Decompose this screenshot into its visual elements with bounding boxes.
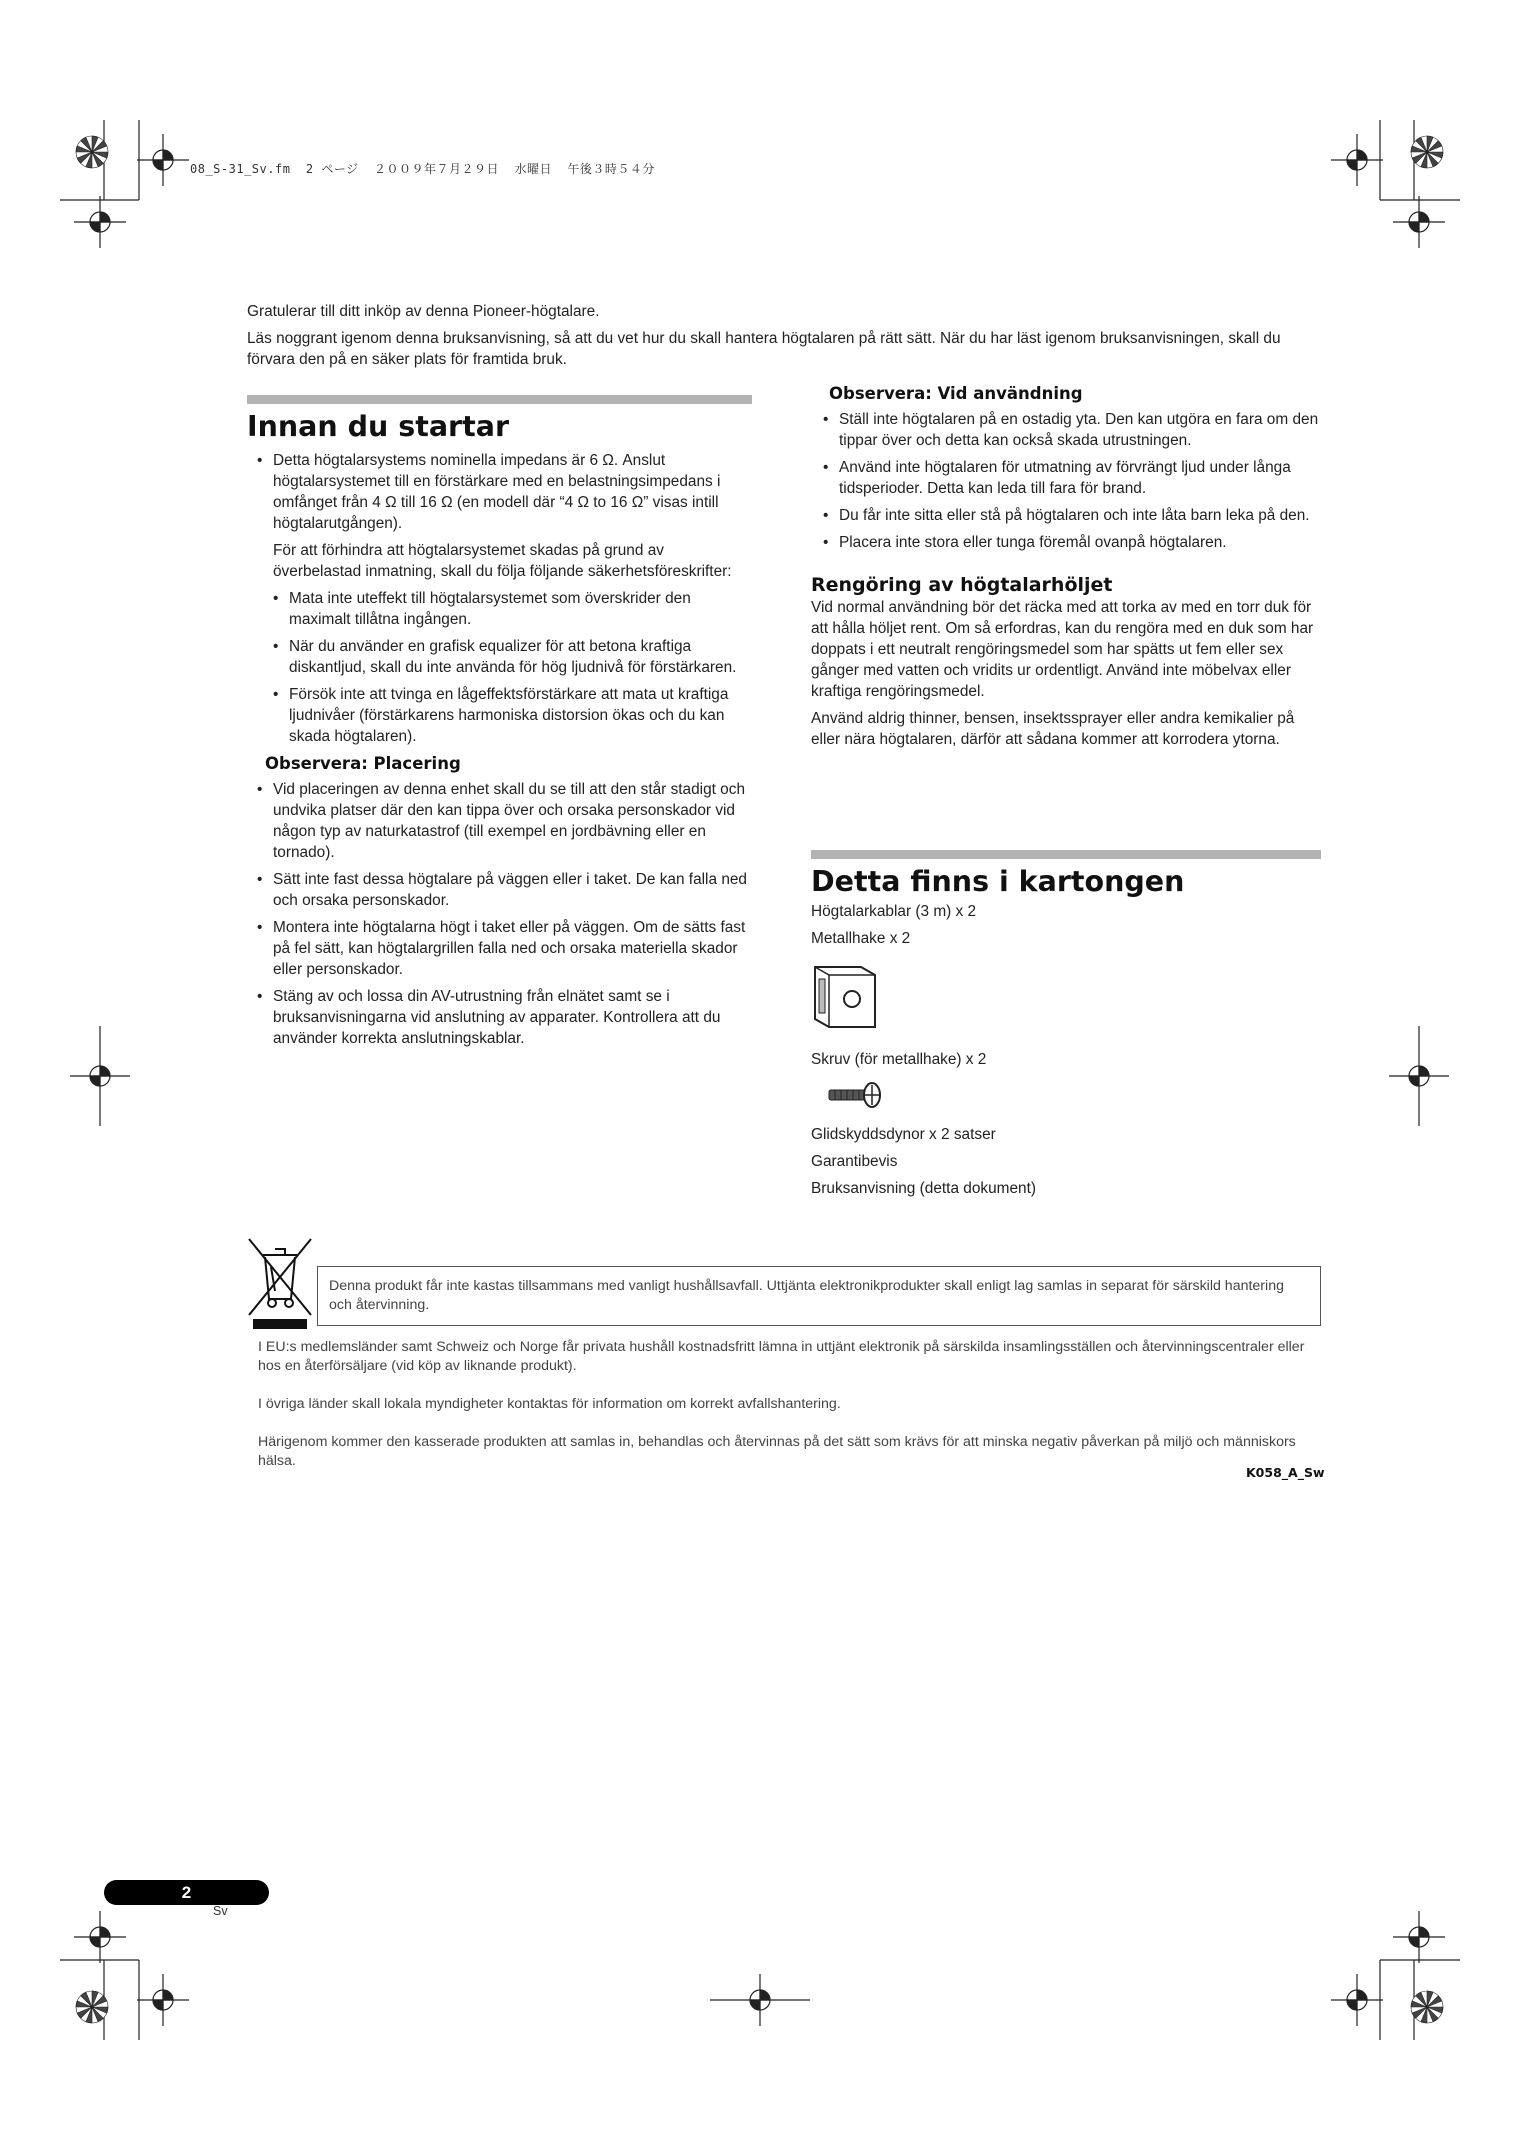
intro-instructions: Läs noggrant igenom denna bruksanvisning, så att du vet hur du skall hantera högtalaren på rätt sätt. När du har läst igenom bruksanvisningen, skall du förvara den på en säker plats för framtida bruk. — [247, 330, 1281, 368]
list-item: • Ställ inte högtalaren på en ostadig yta. Den kan utgöra en fara om den tippar över och detta kan också skada utrustningen. — [823, 409, 1321, 451]
metal-hook-illustration — [811, 961, 881, 1033]
weee-notice-text: Denna produkt får inte kastas tillsammans med vanligt hushållsavfall. Uttjänta elektronikprodukter skall enligt lag samlas in separat för särskild hantering och återvinning. — [329, 1278, 1284, 1313]
safety-intro-text: För att förhindra att högtalarsystemet skadas på grund av överbelastad inmatning, skall du följa följande säkerhetsföreskrifter: — [273, 542, 732, 580]
cleaning-paragraph: Vid normal användning bör det räcka med att torka av med en torr duk för att hålla höljet rent. Om så erfordras, kan du rengöra med en duk som har doppats i ett neutralt rengöringsmedel som har spätts ut fem eller sex gånger med vatten och vridits ur ordentligt. Använd inte möbelvax eller kraftiga rengöringsmedel. — [811, 599, 1314, 700]
weee-bin-icon — [245, 1235, 315, 1330]
section-heading-box-contents: Detta finns i kartongen — [811, 865, 1185, 898]
list-item: • När du använder en grafisk equalizer för att betona kraftiga diskantljud, skall du inte använda för hög ljudnivå för förstärkaren. — [273, 636, 752, 678]
right-column — [811, 383, 1321, 756]
list-item: • Sätt inte fast dessa högtalare på väggen eller i taket. De kan falla ned och orsaka personskador. — [257, 869, 752, 911]
cleaning-paragraph: Använd aldrig thinner, bensen, insektssprayer eller andra kemikalier på eller nära högtalaren, därför att sådana kommer att korrodera ytorna. — [811, 710, 1295, 748]
list-item: • Placera inte stora eller tunga föremål ovanpå högtalaren. — [823, 532, 1321, 553]
item-screws: Skruv (för metallhake) x 2 — [811, 1051, 987, 1068]
screw-illustration — [827, 1080, 887, 1110]
page-number: 2 — [104, 1880, 269, 1905]
item-cables: Högtalarkablar (3 m) x 2 — [811, 903, 977, 920]
weee-paragraph: I EU:s medlemsländer samt Schweiz och Norge får privata hushåll kostnadsfritt lämna in uttjänt elektronik på särskilda insamlingsställen och återvinningscentraler eller hos en återförsäljare (vid köp av liknande produkt). — [258, 1339, 1305, 1374]
left-column — [247, 395, 752, 1055]
intro — [247, 301, 1317, 376]
file-header-line: 08_S-31_Sv.fm 2 ページ ２００９年７月２９日 水曜日 午後３時５４分 — [190, 162, 655, 176]
placement-heading: Observera: Placering — [265, 754, 461, 773]
list-item: • Vid placeringen av denna enhet skall du se till att den står stadigt och undvika platser där den kan tippa över och orsaka personskador vid någon typ av naturkatastrof (till exempel en jordbävning eller en tornado). — [257, 779, 752, 863]
item-pads: Glidskyddsdynor x 2 satser — [811, 1126, 996, 1143]
box-contents-section — [811, 850, 1321, 1199]
section-heading-before-start: Innan du startar — [247, 410, 510, 443]
safety-sub-list — [273, 588, 752, 747]
weee-notice-box — [317, 1266, 1321, 1326]
item-manual: Bruksanvisning (detta dokument) — [811, 1180, 1036, 1197]
document-code: K058_A_Sw — [1246, 1465, 1325, 1480]
list-item: • Du får inte sitta eller stå på högtalaren och inte låta barn leka på den. — [823, 505, 1321, 526]
usage-heading: Observera: Vid användning — [829, 384, 1083, 403]
section-bar — [247, 395, 752, 404]
intro-greeting: Gratulerar till ditt inköp av denna Pioneer-högtalare. — [247, 303, 600, 320]
item-warranty: Garantibevis — [811, 1153, 898, 1170]
list-item — [257, 450, 752, 747]
section-bar — [811, 850, 1321, 859]
weee-paragraph: Härigenom kommer den kasserade produkten att samlas in, behandlas och återvinnas på det sätt som krävs för att minska negativ påverkan på miljö och människors hälsa. — [258, 1434, 1296, 1469]
list-item: • Försök inte att tvinga en lågeffektsförstärkare att mata ut kraftiga ljudnivåer (förstärkarens harmoniska distorsion ökas och du kan skada högtalaren). — [273, 684, 752, 747]
weee-paragraphs — [258, 1338, 1308, 1471]
list-item: • Stäng av och lossa din AV-utrustning från elnätet samt se i bruksanvisningarna vid anslutning av apparater. Kontrollera att du använder korrekta anslutningskablar. — [257, 986, 752, 1049]
list-item: • Mata inte uteffekt till högtalarsystemet som överskrider den maximalt tillåtna ingången. — [273, 588, 752, 630]
page-language: Sv — [213, 1904, 228, 1918]
item-hooks: Metallhake x 2 — [811, 930, 911, 947]
list-item: • Montera inte högtalarna högt i taket eller på väggen. Om de sätts fast på fel sätt, kan högtalargrillen falla ned och orsaka materiella skador eller personskador. — [257, 917, 752, 980]
weee-paragraph: I övriga länder skall lokala myndigheter kontaktas för information om korrekt avfallshantering. — [258, 1396, 841, 1412]
impedance-text: • Detta högtalarsystems nominella impedans är 6 Ω. Anslut högtalarsystemet till en förstärkare med en belastningsimpedans i omfånget från 4 Ω till 16 Ω (en modell där “4 Ω to 16 Ω” visas intill högtalarutgången). — [273, 452, 721, 532]
cleaning-heading: Rengöring av högtalarhöljet — [811, 574, 1113, 596]
list-item: • Använd inte högtalaren för utmatning av förvrängt ljud under långa tidsperioder. Detta kan leda till fara för brand. — [823, 457, 1321, 499]
